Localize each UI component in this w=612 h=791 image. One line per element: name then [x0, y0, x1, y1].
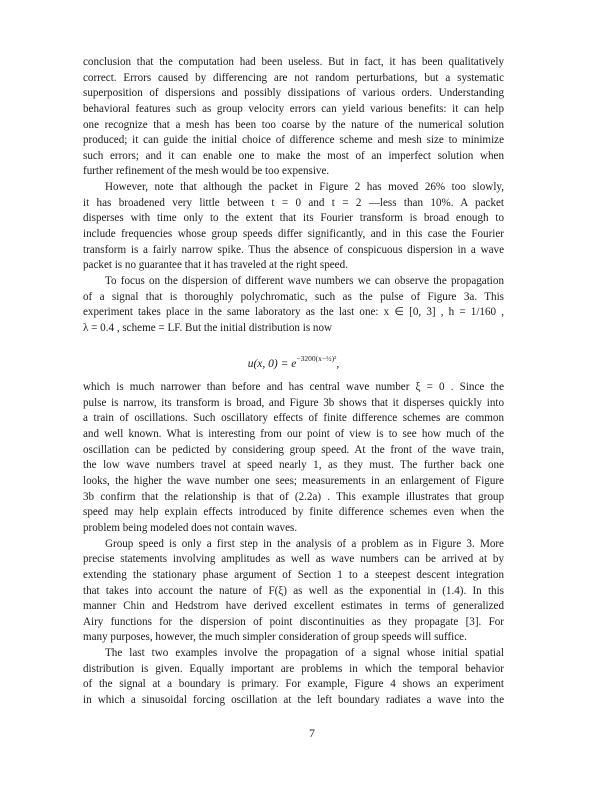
text-line: Group speed is only a first step in the analysis of a problem as in Figure 3. More — [105, 537, 504, 550]
text-line: conclusion that the computation had been useless. But in fact, it has been qualitatively — [83, 56, 504, 68]
equation-lhs: u(x, 0) = e — [247, 357, 297, 370]
text-line: problem being modeled does not contain waves. — [83, 521, 298, 534]
text-line: precise statements involving amplitudes as well as wave numbers can be arrived at by — [83, 553, 504, 566]
text-line: many purposes, however, the much simpler consideration of group speeds will suffice. — [83, 631, 467, 644]
paragraph — [83, 646, 504, 709]
text-line: disperses with time only to the extent that its Fourier transform is broad enough to — [83, 212, 504, 225]
text-line: λ = 0.4 , scheme = LF. But the initial distribution is now — [83, 321, 333, 334]
text-line: transform is a fairly narrow spike. Thus the absence of conspicuous dispersion in a wave — [83, 243, 504, 256]
text-line: packet is no guarantee that it has traveled at the right speed. — [83, 259, 348, 272]
text-line: that takes into account the nature of F(ξ) as well as the exponential in (1.4). In this — [83, 584, 504, 597]
text-line: it has broadened very little between t = 0 and t = 2 —less than 10%. A packet — [83, 196, 504, 209]
text-line: looks, the higher the wave number one sees; measurements in an enlargement of Figure — [83, 475, 504, 488]
paragraph — [83, 180, 504, 274]
equation-trail: , — [336, 357, 340, 370]
text-line: in which a sinusoidal forcing oscillation at the left boundary radiates a wave into the — [83, 693, 504, 706]
body-text — [83, 55, 504, 709]
text-line: such errors; and it can enable one to make the most of an imperfect solution when — [83, 149, 504, 162]
page-number: 7 — [309, 728, 315, 740]
paragraph — [83, 55, 504, 180]
text-line: one recognize that a mesh has been too coarse by the nature of the numerical solution — [83, 118, 504, 131]
text-line: further refinement of the mesh would be too expensive. — [83, 165, 330, 178]
text-line: include frequencies whose group speeds differ significantly, and in this case the Fourier — [83, 228, 504, 241]
text-line: superposition of dispersions and possibly dissipations of various orders. Understanding — [83, 87, 504, 100]
text-line: To focus on the dispersion of different wave numbers we can observe the propagation — [105, 274, 504, 287]
equation-exponent: −3200(x−½)² — [296, 353, 337, 363]
text-line: the low wave numbers travel at speed nearly 1, as they must. The further back one — [83, 459, 504, 472]
paragraph — [83, 380, 504, 536]
text-line: The last two examples involve the propagation of a signal whose initial spatial — [105, 647, 504, 660]
text-line: and well known. What is interesting from our point of view is to see how much of the — [83, 428, 504, 441]
text-line: behavioral features such as group velocity errors can yield various benefits: it can help — [83, 102, 504, 115]
paragraph — [83, 537, 504, 646]
text-line: Airy functions for the dispersion of point discontinuities as they propagate [3]. For — [83, 615, 504, 628]
text-line: manner Chin and Hedstrom have derived excellent estimates in terms of generalized — [83, 600, 504, 613]
text-line: produced; it can guide the initial choice of difference scheme and mesh size to minimize — [83, 134, 504, 147]
text-line: which is much narrower than before and has central wave number ξ = 0 . Since the — [83, 381, 504, 394]
text-line: 3b confirm that the relationship is that of (2.2a) . This example illustrates that group — [83, 490, 504, 503]
text-line: of a signal that is thoroughly polychromatic, such as the pulse of Figure 3a. This — [83, 290, 504, 303]
text-line: a train of oscillations. Such oscillatory effects of finite difference schemes are common — [83, 412, 504, 425]
text-line: correct. Errors caused by differencing are not random perturbations, but a systematic — [83, 71, 504, 84]
text-line: extending the stationary phase argument of Section 1 to a steepest descent integration — [83, 568, 504, 581]
text-line: oscillation can be pedicted by considering group speed. At the front of the wave train, — [83, 443, 504, 456]
text-line: pulse is narrow, its transform is broad, and Figure 3b shows that it disperses quickly into — [83, 396, 504, 409]
text-line: distribution is given. Equally important are problems in which the temporal behavior — [83, 662, 504, 675]
paragraph — [83, 274, 504, 337]
text-line: However, note that although the packet in Figure 2 has moved 26% too slowly, — [105, 181, 504, 194]
text-line: of the signal at a boundary is primary. For example, Figure 4 shows an experiment — [83, 678, 504, 691]
text-line: speed may help explain effects introduced by finite difference schemes even when the — [83, 506, 504, 519]
text-line: experiment takes place in the same laboratory as the last one: x ∈ [0, 3] , h = 1/160 , — [83, 306, 504, 319]
equation — [83, 351, 504, 370]
